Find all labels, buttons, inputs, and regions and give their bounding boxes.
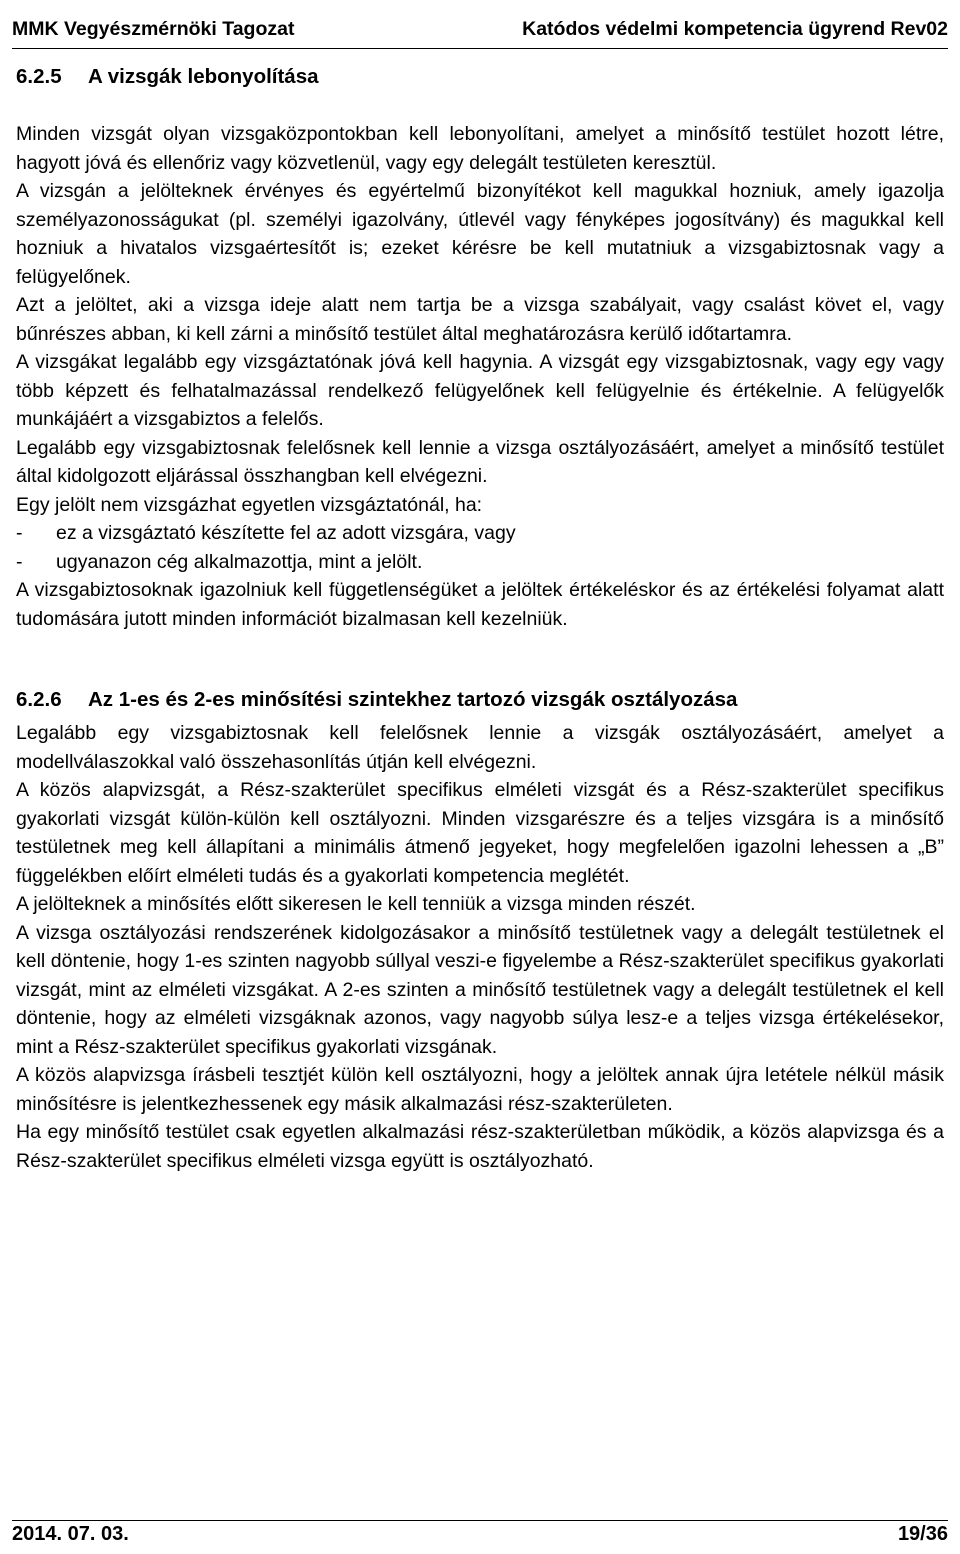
list-item: - ez a vizsgáztató készítette fel az adott vizsgára, vagy xyxy=(16,519,944,548)
section-title: A vizsgák lebonyolítása xyxy=(88,65,319,88)
paragraph: A vizsga osztályozási rendszerének kidolgozásakor a minősítő testületnek vagy a delegált testületnek el kell döntenie, hogy 1-es szinten nagyobb súllyal veszi-e figyelembe a Rész-szakterület specifikus gyakorlati vizsgát, mint az elméleti vizsgákat. A 2-es szinten a minősítő testületnek vagy a delegált testületnek el kell döntenie, hogy az elméleti vizsgáknak azonos, vagy nagyobb súlya lesz-e a teljes vizsga értékelésekor, mint a Rész-szakterület specifikus gyakorlati vizsgának. xyxy=(16,921,944,1058)
section-heading-625 xyxy=(16,62,944,92)
paragraph: Ha egy minősítő testület csak egyetlen alkalmazási rész-szakterületban működik, a közös alapvizsga és a Rész-szakterület specifikus elméleti vizsga együtt is osztályozható. xyxy=(16,1121,944,1172)
paragraph: Minden vizsgát olyan vizsgaközpontokban kell lebonyolítani, amelyet a minősítő testület hozott létre, hagyott jóvá és ellenőriz vagy közvetlenül, vagy egy delegált testületen keresztül. xyxy=(16,123,944,174)
paragraph: A jelölteknek a minősítés előtt sikeresen le kell tenniük a vizsga minden részét. xyxy=(16,893,696,915)
paragraph: A közös alapvizsga írásbeli tesztjét külön kell osztályozni, hogy a jelöltek annak újra letétele nélkül másik minősítésre is jelentkezhessenek egy másik alkalmazási rész-szakterületen. xyxy=(16,1064,944,1115)
page-content xyxy=(16,62,944,1175)
paragraph: A vizsgán a jelölteknek érvényes és egyértelmű bizonyítékot kell magukkal hozniuk, amely igazolja személyazonosságukat (pl. személyi igazolvány, útlevél vagy fényképes jogosítvány) és magukkal kell hozniuk a hivatalos vizsgaértesítőt is; ezeket kérésre be kell mutatniuk a vizsgabiztosnak vagy a felügyelőnek. xyxy=(16,180,944,288)
list-item-text: ugyanazon cég alkalmazottja, mint a jelölt. xyxy=(56,550,423,573)
header-organization: MMK Vegyészmérnöki Tagozat xyxy=(12,18,295,40)
paragraph: Egy jelölt nem vizsgázhat egyetlen vizsgáztatónál, ha: xyxy=(16,493,483,516)
paragraph: Legalább egy vizsgabiztosnak felelősnek kell lennie a vizsga osztályozásáért, amelyet a minősítő testület által kidolgozott eljárással összhangban kell elvégezni. xyxy=(16,436,944,487)
page-header xyxy=(12,18,948,49)
section-title: Az 1-es és 2-es minősítési szintekhez tartozó vizsgák osztályozása xyxy=(88,688,738,711)
paragraph: A közös alapvizsgát, a Rész-szakterület specifikus elméleti vizsgát és a Rész-szakterület specifikus gyakorlati vizsgát külön-külön kell osztályozni. Minden vizsgarészre és a teljes vizsgára is a minősítő testületnek meg kell állapítani a minimális átmenő jegyeket, hogy megfelelően igazolni lehessen a „B” függelékben előírt elméleti tudás és a gyakorlati kompetencia meglétét. xyxy=(16,779,944,887)
section-number: 6.2.6 xyxy=(16,688,62,711)
paragraph: Azt a jelöltet, aki a vizsga ideje alatt nem tartja be a vizsga szabályait, vagy csalást követ el, vagy bűnrészes abban, ki kell zárni a minősítő testület által meghatározásra kerülő időtartamra. xyxy=(16,294,944,345)
page-footer xyxy=(12,1520,948,1553)
header-document-title: Katódos védelmi kompetencia ügyrend Rev02 xyxy=(522,18,948,40)
page-number: 19/36 xyxy=(897,1523,948,1545)
paragraph: A vizsgabiztosoknak igazolniuk kell függetlenségüket a jelöltek értékeléskor és az értékelési folyamat alatt tudomására jutott minden információt bizalmasan kell kezelniük. xyxy=(16,579,944,630)
paragraph: A vizsgákat legalább egy vizsgáztatónak jóvá kell hagynia. A vizsgát egy vizsgabiztosnak, vagy egy vagy több képzett és felhatalmazással rendelkező felügyelőnek kell felügyelnie és értékelnie. A felügyelők munkájáért a vizsgabiztos a felelős. xyxy=(16,351,944,430)
list-item-text: ez a vizsgáztató készítette fel az adott vizsgára, vagy xyxy=(56,522,516,544)
list-item: - ugyanazon cég alkalmazottja, mint a jelölt. xyxy=(16,548,944,577)
section-heading-626 xyxy=(16,685,944,715)
footer-date: 2014. 07. 03. xyxy=(12,1523,129,1545)
section-number: 6.2.5 xyxy=(16,65,62,88)
paragraph: Legalább egy vizsgabiztosnak kell felelősnek lennie a vizsgák osztályozásáért, amelyet a modellválaszokkal való összehasonlítás útján kell elvégezni. xyxy=(16,722,944,773)
